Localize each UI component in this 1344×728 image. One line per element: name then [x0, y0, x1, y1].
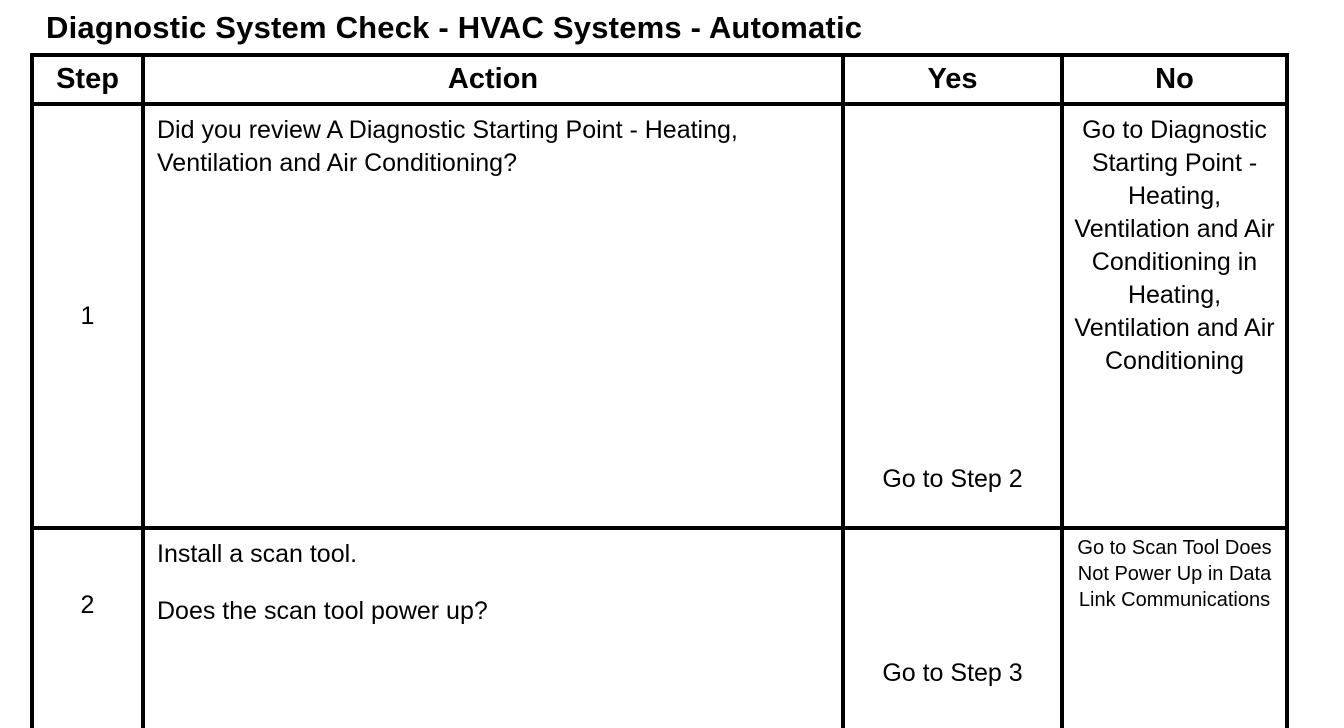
- table-row: [32, 528, 1287, 728]
- action-cell: [143, 528, 843, 728]
- yes-result: Go to Step 2: [843, 104, 1062, 528]
- action-text: Install a scan tool.: [157, 540, 358, 568]
- no-result: Go to Scan Tool Does Not Power Up in Data Link Communications: [1062, 528, 1287, 728]
- header-no: No: [1062, 55, 1287, 104]
- step-number: 1: [32, 104, 143, 528]
- no-result: Go to Diagnostic Starting Point - Heating, Ventilation and Air Conditioning in Heating, Ventilation and Air Conditioning: [1062, 104, 1287, 528]
- yes-result: Go to Step 3: [843, 528, 1062, 728]
- header-action: Action: [143, 55, 843, 104]
- table-header-row: [32, 55, 1287, 104]
- action-question: Does the scan tool power up?: [157, 597, 488, 625]
- table-row: [32, 104, 1287, 528]
- header-step: Step: [32, 55, 143, 104]
- document-title: Diagnostic System Check - HVAC Systems - Automatic: [46, 10, 863, 45]
- header-yes: Yes: [843, 55, 1062, 104]
- step-number: 2: [32, 528, 143, 728]
- action-cell: [143, 104, 843, 528]
- action-text: Did you review A Diagnostic Starting Point - Heating, Ventilation and Air Conditioning?: [157, 116, 738, 177]
- diagnostic-table: [30, 53, 1289, 728]
